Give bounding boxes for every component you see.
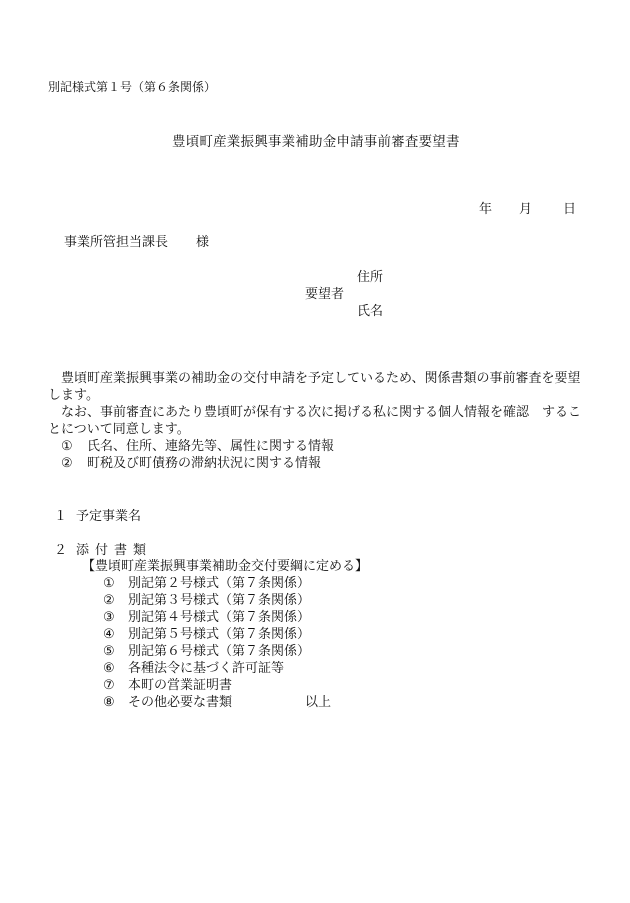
attachment-item bbox=[103, 592, 310, 609]
document-title: 豊頃町産業振興事業補助金申請事前審査要望書 bbox=[172, 134, 460, 150]
attachment-text: 別記第２号様式（第７条関係） bbox=[128, 576, 311, 591]
attachment-item bbox=[103, 575, 310, 592]
attachment-text: 本町の営業証明書 bbox=[128, 678, 233, 693]
attachment-item bbox=[103, 626, 310, 643]
attachment-item bbox=[103, 643, 310, 660]
requester-label: 要望者 bbox=[305, 287, 345, 302]
attachment-text: 別記第３号様式（第７条関係） bbox=[128, 593, 311, 608]
closing-remark: 以上 bbox=[305, 695, 332, 710]
name-label: 氏名 bbox=[357, 304, 384, 319]
consent-paragraph: なお、事前審査にあたり豊頃町が保有する次に掲げる私に関する個人情報を確認 することについて同意します。 bbox=[48, 405, 582, 437]
address-label: 住所 bbox=[357, 270, 384, 285]
attachment-item bbox=[103, 609, 310, 626]
attachment-number: ④ bbox=[103, 627, 115, 642]
date-day-label: 日 bbox=[563, 202, 577, 217]
attachment-number: ⑤ bbox=[103, 644, 115, 659]
addressee-honorific: 様 bbox=[196, 235, 210, 250]
attachment-number: ① bbox=[103, 576, 115, 591]
request-paragraph: 豊頃町産業振興事業の補助金の交付申請を予定しているため、関係書類の事前審査を要望します。 bbox=[48, 371, 581, 403]
consent-item-text: 町税及び町債務の滞納状況に関する情報 bbox=[87, 456, 322, 471]
attachment-number: ② bbox=[103, 593, 115, 608]
attachment-item bbox=[103, 660, 310, 677]
request-body bbox=[48, 370, 588, 472]
date-month-label: 月 bbox=[519, 202, 533, 217]
attachment-item bbox=[103, 677, 310, 694]
consent-item-number: ① bbox=[61, 439, 73, 454]
attachment-number: ⑥ bbox=[103, 661, 115, 676]
consent-item bbox=[48, 455, 588, 472]
attachment-text: 別記第６号様式（第７条関係） bbox=[128, 644, 311, 659]
section2-label: 添付書類 bbox=[76, 543, 153, 558]
attachments-list bbox=[103, 575, 310, 711]
attachment-text: 各種法令に基づく許可証等 bbox=[128, 661, 285, 676]
attachment-number: ⑧ bbox=[103, 695, 115, 710]
section2-number: ２ bbox=[54, 543, 68, 558]
attachment-item bbox=[103, 694, 310, 711]
attachment-text: 別記第４号様式（第７条関係） bbox=[128, 610, 311, 625]
attachments-subheading: 【豊頃町産業振興事業補助金交付要綱に定める】 bbox=[82, 559, 369, 574]
attachment-number: ⑦ bbox=[103, 678, 115, 693]
consent-item-number: ② bbox=[61, 456, 73, 471]
attachment-number: ③ bbox=[103, 610, 115, 625]
section1-label: 予定事業名 bbox=[76, 509, 142, 524]
date-year-label: 年 bbox=[479, 202, 493, 217]
consent-item bbox=[48, 438, 588, 455]
consent-item-text: 氏名、住所、連絡先等、属性に関する情報 bbox=[87, 439, 335, 454]
attachment-text: その他必要な書類 bbox=[128, 695, 233, 710]
attachment-text: 別記第５号様式（第７条関係） bbox=[128, 627, 311, 642]
addressee-name: 事業所管担当課長 bbox=[64, 235, 169, 250]
form-number: 別記様式第１号（第６条関係） bbox=[48, 80, 217, 94]
section1-number: １ bbox=[54, 509, 68, 524]
